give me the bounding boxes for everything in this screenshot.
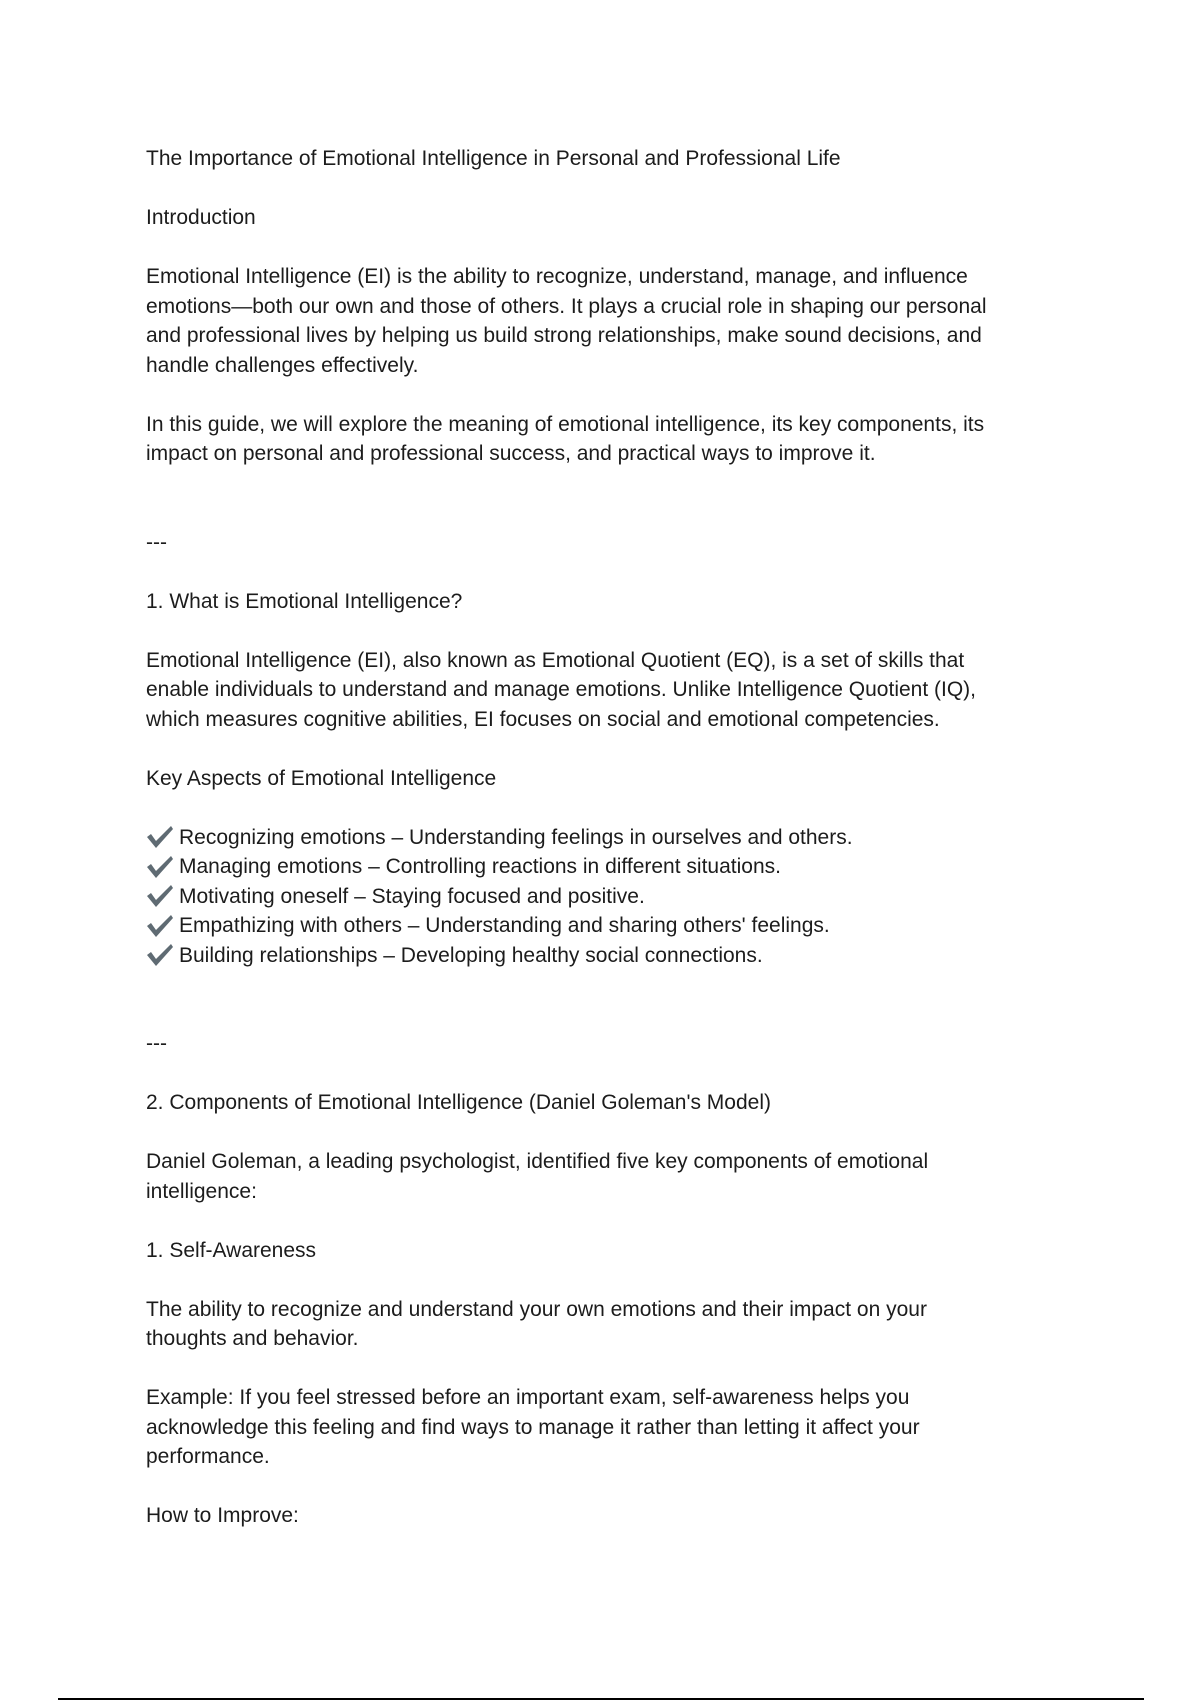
text-line: Emotional Intelligence (EI), also known as Emotional Quotient (EQ), is a set of skills that xyxy=(146,648,965,672)
component-1-heading: 1. Self-Awareness xyxy=(146,1238,317,1262)
intro-paragraph-1 xyxy=(146,262,1066,380)
component-1-example xyxy=(146,1383,1066,1472)
key-aspects-list xyxy=(146,823,1066,971)
text-line: performance. xyxy=(146,1445,270,1468)
list-item xyxy=(146,911,1066,941)
text-line: Example: If you feel stressed before an important exam, self-awareness helps you xyxy=(146,1386,910,1409)
text-line: Daniel Goleman, a leading psychologist, identified five key components of emotional xyxy=(146,1150,929,1173)
list-item-text: Building relationships – Developing healthy social connections. xyxy=(179,943,763,967)
document-page xyxy=(146,144,1066,1531)
list-item xyxy=(146,823,1066,853)
text-line: handle challenges effectively. xyxy=(146,353,419,377)
heavy-check-mark-icon xyxy=(145,883,175,909)
text-line: Emotional Intelligence (EI) is the ability to recognize, understand, manage, and influence xyxy=(146,265,968,288)
section-2-heading: 2. Components of Emotional Intelligence (Daniel Goleman's Model) xyxy=(146,1091,771,1114)
text-line: and professional lives by helping us build strong relationships, make sound decisions, and xyxy=(146,324,982,347)
text-line: The ability to recognize and understand your own emotions and their impact on your xyxy=(146,1297,927,1321)
section-1-heading: 1. What is Emotional Intelligence? xyxy=(146,589,463,613)
heavy-check-mark-icon xyxy=(145,913,175,939)
component-1-paragraph xyxy=(146,1295,1066,1354)
text-line: emotions—both our own and those of others. It plays a crucial role in shaping our personal xyxy=(146,294,987,318)
text-line: In this guide, we will explore the meaning of emotional intelligence, its key components, its xyxy=(146,412,985,436)
list-item xyxy=(146,882,1066,912)
list-item xyxy=(146,941,1066,971)
introduction-heading: Introduction xyxy=(146,206,256,229)
text-line: intelligence: xyxy=(146,1179,257,1203)
heavy-check-mark-icon xyxy=(145,942,175,968)
section-2-paragraph xyxy=(146,1147,1066,1206)
intro-paragraph-2 xyxy=(146,410,1066,469)
list-item-text: Managing emotions – Controlling reactions in different situations. xyxy=(179,855,781,878)
text-line: enable individuals to understand and manage emotions. Unlike Intelligence Quotient (IQ), xyxy=(146,678,977,701)
list-item-text: Empathizing with others – Understanding and sharing others' feelings. xyxy=(179,914,830,937)
text-line: thoughts and behavior. xyxy=(146,1327,359,1350)
heavy-check-mark-icon xyxy=(145,824,175,850)
document-title: The Importance of Emotional Intelligence in Personal and Professional Life xyxy=(146,147,841,170)
section-separator: --- xyxy=(146,1032,167,1055)
list-item xyxy=(146,852,1066,882)
text-line: impact on personal and professional success, and practical ways to improve it. xyxy=(146,442,876,465)
heavy-check-mark-icon xyxy=(145,854,175,880)
how-to-improve-heading: How to Improve: xyxy=(146,1504,299,1527)
key-aspects-heading: Key Aspects of Emotional Intelligence xyxy=(146,766,497,790)
section-separator: --- xyxy=(146,530,167,554)
text-line: acknowledge this feeling and find ways to manage it rather than letting it affect your xyxy=(146,1415,920,1439)
text-line: which measures cognitive abilities, EI focuses on social and emotional competencies. xyxy=(146,707,940,731)
list-item-text: Motivating oneself – Staying focused and positive. xyxy=(179,884,645,908)
section-1-paragraph xyxy=(146,646,1066,735)
list-item-text: Recognizing emotions – Understanding feelings in ourselves and others. xyxy=(179,825,853,849)
